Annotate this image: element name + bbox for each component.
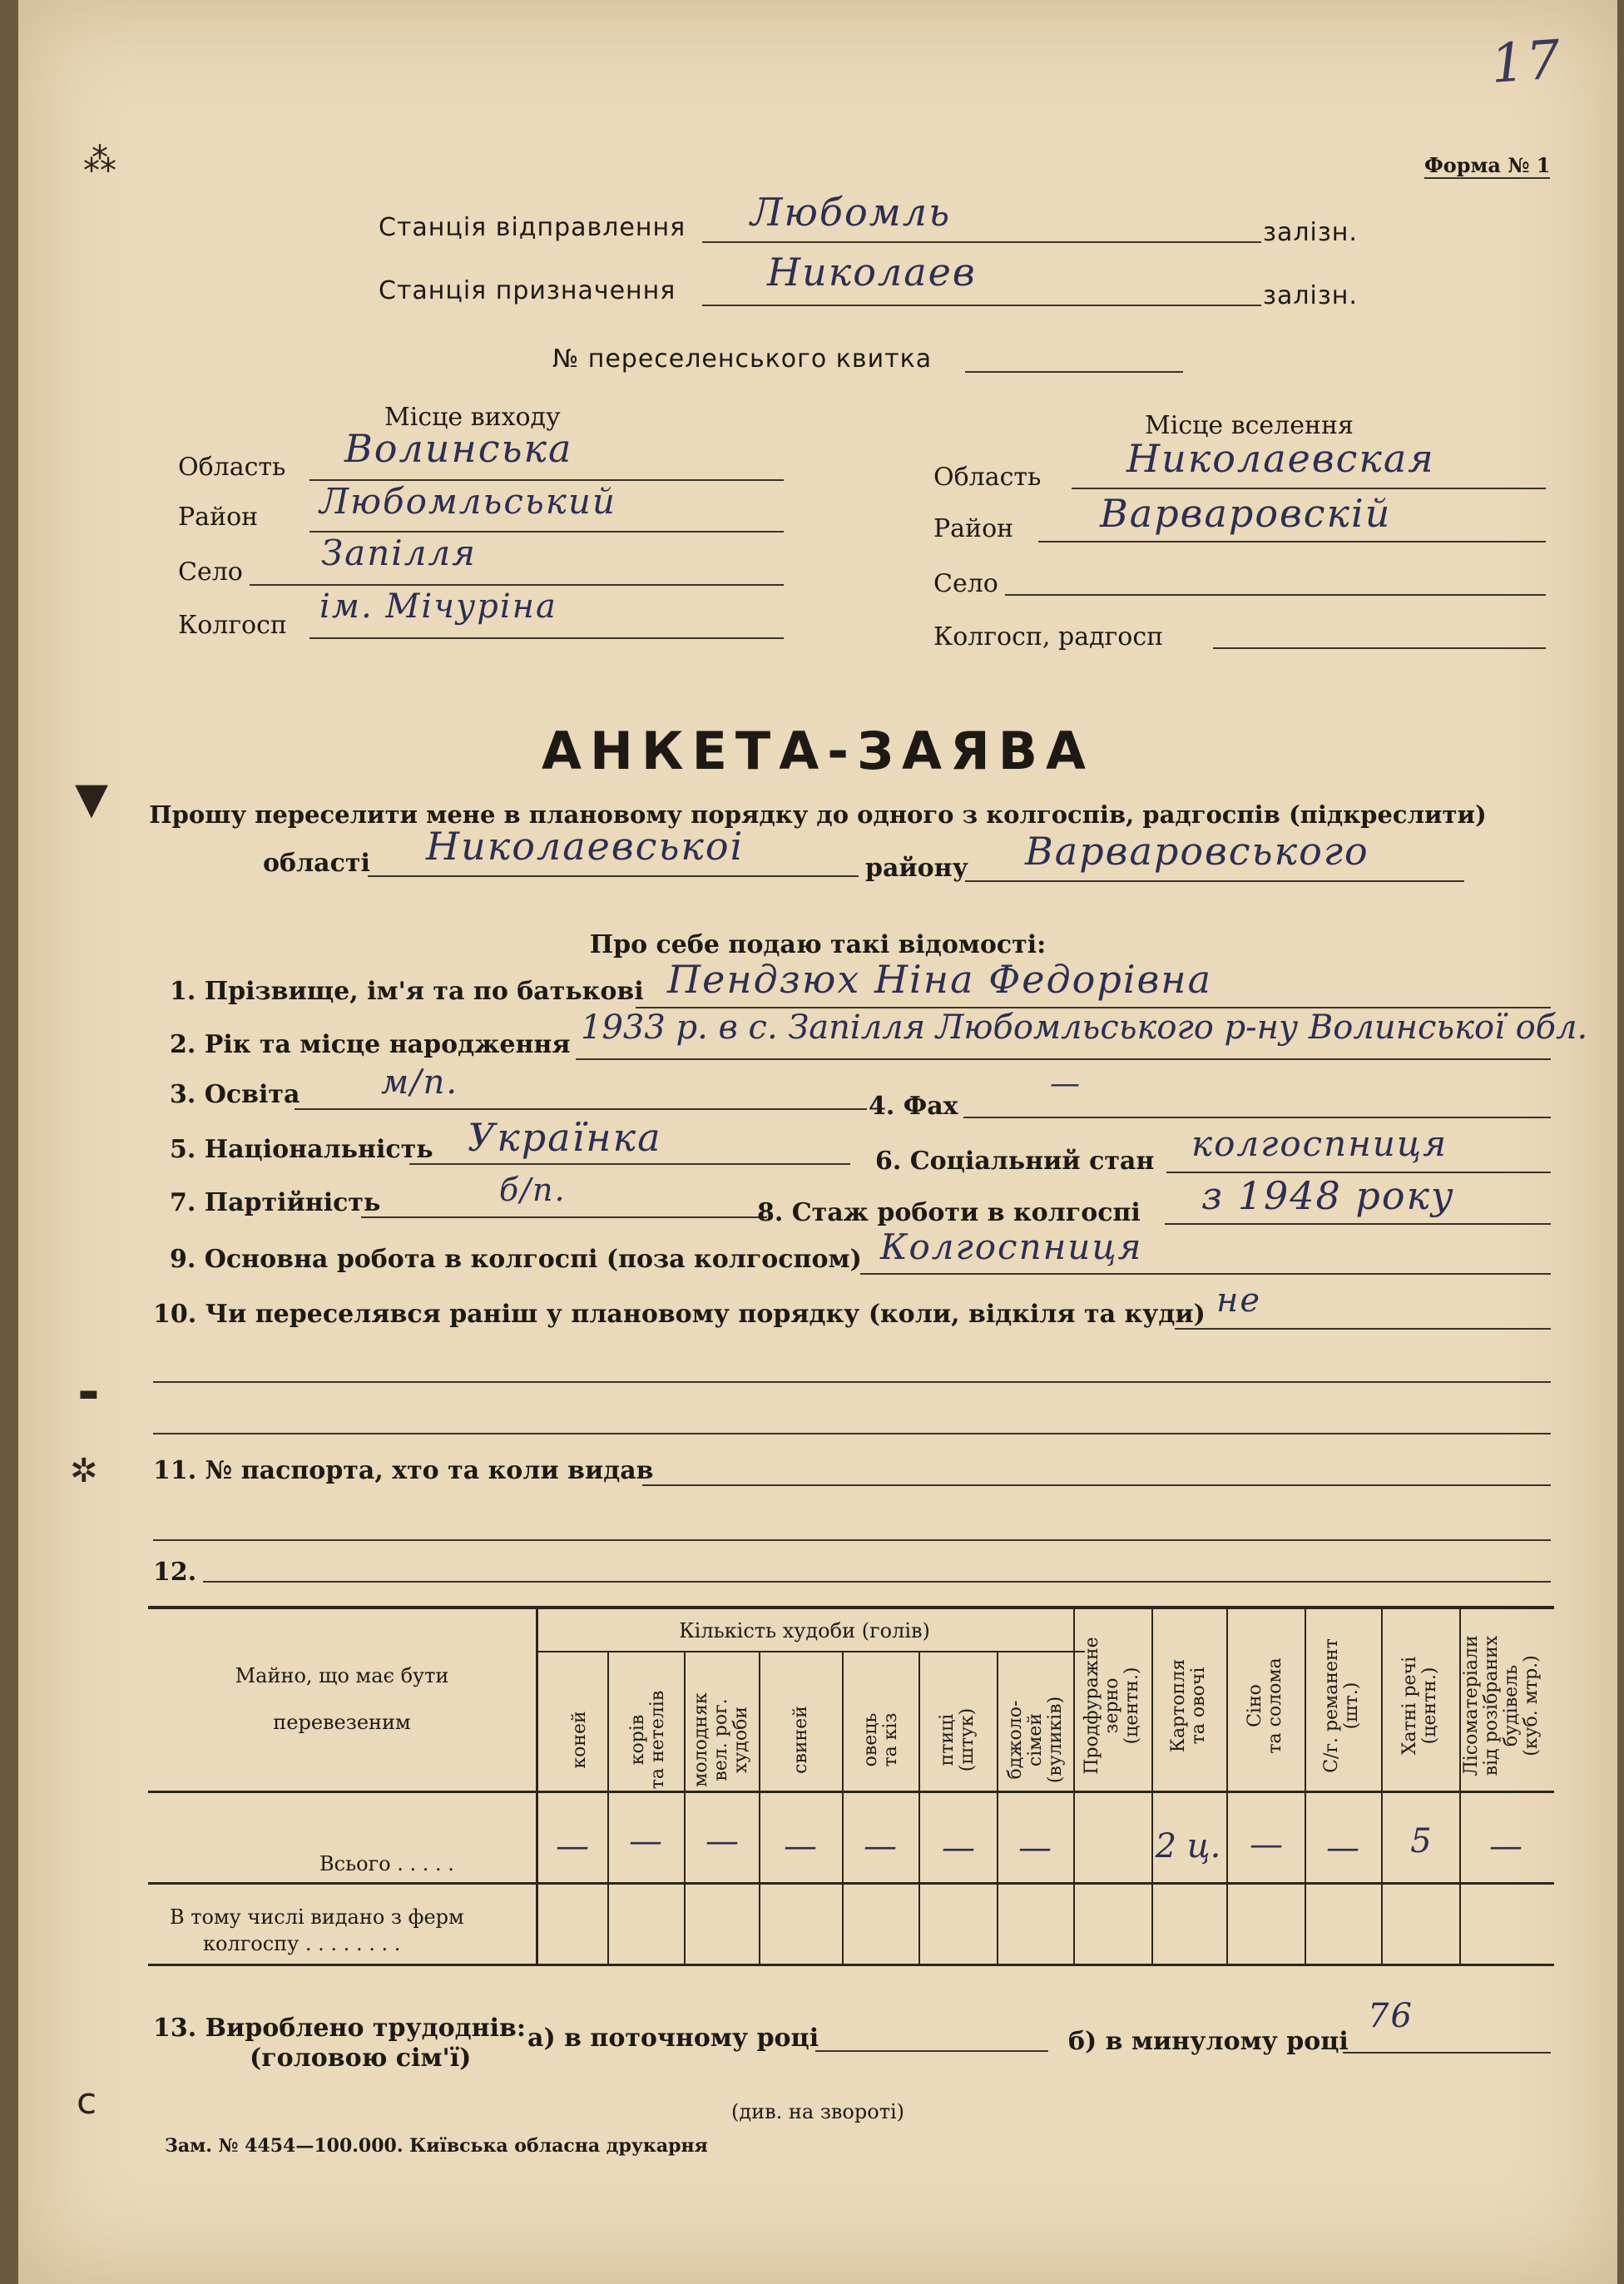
workdays-previous-value: 76 bbox=[1368, 1997, 1414, 2035]
field-4-line bbox=[963, 1117, 1551, 1118]
field-1-value: Пендзюх Ніна Федорівна bbox=[667, 957, 1213, 1002]
workdays-current-line bbox=[815, 2050, 1048, 2052]
punch-mark: ϲ bbox=[77, 2080, 97, 2123]
cell-total-equipment: — bbox=[1326, 1829, 1359, 1867]
destination-oblast-line bbox=[1072, 488, 1546, 489]
column-header-horses: коней bbox=[569, 1711, 590, 1769]
cell-total-beehives: — bbox=[1018, 1829, 1052, 1867]
printer-info: Зам. № 4454—100.000. Київська обласна друкарня bbox=[165, 2135, 708, 2157]
field-4-value: — bbox=[1050, 1067, 1082, 1101]
origin-raion-label: Район bbox=[178, 503, 259, 532]
cell-total-pigs: — bbox=[784, 1827, 817, 1865]
column-header-grain: Продфуражне зерно (центн.) bbox=[1082, 1637, 1142, 1775]
field-11-line bbox=[642, 1484, 1551, 1486]
column-header-beehives: бджоло- сімей (вуликів) bbox=[1005, 1696, 1066, 1784]
request-raion-line bbox=[965, 880, 1464, 882]
form-label: Форма № 1 bbox=[1424, 153, 1551, 177]
departure-line bbox=[702, 241, 1261, 243]
column-header-hay: Сіно та солома bbox=[1245, 1657, 1285, 1754]
origin-oblast-label: Область bbox=[178, 453, 286, 482]
origin-selo-label: Село bbox=[178, 557, 243, 587]
row-farm-label-2: колгоспу . . . . . . . . bbox=[203, 1932, 401, 1955]
column-header-poultry: птиці (штук) bbox=[937, 1707, 978, 1772]
field-9-value: Колгоспниця bbox=[880, 1226, 1143, 1267]
field-2-label: 2. Рік та місце народження bbox=[170, 1030, 571, 1059]
destination-selo-label: Село bbox=[933, 569, 998, 598]
page-number: 17 bbox=[1488, 29, 1564, 96]
origin-selo-line bbox=[250, 584, 784, 586]
field-11-extra-line bbox=[153, 1539, 1551, 1541]
cell-total-hay: — bbox=[1250, 1826, 1283, 1864]
cell-total-potatoes: 2 ц. bbox=[1155, 1827, 1221, 1865]
workdays-label-1: 13. Вироблено трудоднів: bbox=[153, 2014, 526, 2043]
destination-station-line bbox=[702, 305, 1261, 306]
departure-label: Станція відправлення bbox=[379, 213, 686, 242]
destination-station-label: Станція призначення bbox=[379, 276, 676, 305]
form-page bbox=[18, 0, 1617, 2284]
origin-oblast-value: Волинська bbox=[344, 426, 573, 471]
punch-mark: ▬ bbox=[78, 1381, 99, 1406]
field-12-label: 12. bbox=[153, 1558, 197, 1587]
origin-selo-value: Запілля bbox=[321, 533, 477, 573]
departure-value: Любомль bbox=[750, 190, 952, 235]
field-8-label: 8. Стаж роботи в колгоспі bbox=[757, 1198, 1141, 1227]
destination-station-suffix: залізн. bbox=[1263, 281, 1358, 310]
request-oblast-value: Николаевськоі bbox=[426, 824, 745, 869]
field-6-label: 6. Соціальний стан bbox=[875, 1147, 1155, 1176]
field-3-value: м/п. bbox=[381, 1063, 459, 1102]
column-header-equipment: С/г. реманент (шт.) bbox=[1321, 1638, 1362, 1773]
cell-total-timber: — bbox=[1489, 1827, 1522, 1865]
origin-kolhosp-label: Колгосп bbox=[178, 611, 287, 640]
destination-selo-line bbox=[1005, 594, 1546, 596]
punch-mark: ✲ bbox=[70, 1452, 98, 1490]
origin-raion-value: Любомльський bbox=[319, 481, 616, 522]
destination-raion-label: Район bbox=[933, 514, 1014, 543]
destination-station-value: Николаев bbox=[767, 250, 977, 295]
cell-total-household: 5 bbox=[1410, 1822, 1432, 1860]
column-header-household: Хатні речі (центн.) bbox=[1399, 1656, 1440, 1756]
field-5-line bbox=[409, 1163, 850, 1165]
cell-total-poultry: — bbox=[942, 1829, 975, 1867]
row-total-label: Всього . . . . . bbox=[319, 1852, 454, 1875]
cell-total-sheep: — bbox=[864, 1827, 897, 1865]
field-12-line bbox=[203, 1581, 1551, 1583]
field-5-value: Українка bbox=[468, 1115, 662, 1160]
destination-kolhosp-label: Колгосп, радгосп bbox=[933, 622, 1164, 652]
field-10-value: не bbox=[1216, 1281, 1262, 1320]
property-label-1: Майно, що має бути bbox=[235, 1664, 449, 1687]
request-oblast-label: області bbox=[263, 849, 370, 878]
destination-oblast-value: Николаевская bbox=[1126, 436, 1435, 481]
column-header-cows: корів та нетелів bbox=[627, 1690, 668, 1790]
workdays-previous-line bbox=[1343, 2052, 1551, 2054]
field-8-line bbox=[1165, 1223, 1551, 1225]
field-5-label: 5. Національність bbox=[170, 1135, 433, 1164]
row-farm-label-1: В тому числі видано з ферм bbox=[170, 1905, 464, 1929]
field-6-value: колгоспниця bbox=[1191, 1123, 1448, 1164]
field-10-line bbox=[1175, 1328, 1551, 1330]
field-2-line bbox=[576, 1058, 1551, 1060]
field-7-line bbox=[361, 1216, 767, 1218]
field-7-label: 7. Партійність bbox=[170, 1188, 381, 1217]
request-oblast-line bbox=[368, 875, 859, 877]
field-9-label: 9. Основна робота в колгоспі (поза колгоспом) bbox=[170, 1245, 862, 1274]
column-header-potatoes: Картопля та овочі bbox=[1168, 1658, 1209, 1753]
field-11-label: 11. № паспорта, хто та коли видав bbox=[153, 1456, 654, 1485]
punch-mark: ⁂ bbox=[83, 141, 116, 180]
cell-total-horses: — bbox=[556, 1827, 589, 1865]
column-header-sheep: овець та кіз bbox=[860, 1712, 901, 1767]
punch-mark: ▼ bbox=[75, 774, 108, 824]
origin-kolhosp-line bbox=[309, 637, 784, 639]
field-7-value: б/п. bbox=[499, 1172, 567, 1208]
destination-raion-line bbox=[1038, 541, 1546, 543]
cell-total-cows: — bbox=[629, 1822, 662, 1860]
field-10-extra-line bbox=[153, 1433, 1551, 1434]
departure-suffix: залізн. bbox=[1263, 218, 1358, 247]
field-1-label: 1. Прізвище, ім'я та по батькові bbox=[170, 977, 644, 1006]
form-title: АНКЕТА-ЗАЯВА bbox=[542, 721, 1094, 781]
workdays-current-label: а) в поточному році bbox=[527, 2024, 819, 2053]
origin-heading: Місце виходу bbox=[384, 403, 561, 432]
info-heading: Про себе подаю такі відомості: bbox=[589, 930, 1047, 959]
ticket-line bbox=[965, 371, 1183, 373]
request-text: Прошу переселити мене в плановому порядку до одного з колгоспів, радгоспів (підкреслити) bbox=[149, 800, 1487, 829]
field-3-label: 3. Освіта bbox=[170, 1080, 300, 1109]
property-label-2: перевезеним bbox=[273, 1711, 411, 1734]
field-4-label: 4. Фах bbox=[869, 1092, 958, 1121]
ticket-label: № переселенського квитка bbox=[552, 344, 933, 374]
column-header-young-cattle: молодняк вел. рог. худоби bbox=[691, 1692, 751, 1787]
destination-heading: Місце вселення bbox=[1145, 411, 1354, 440]
field-10-extra-line bbox=[153, 1381, 1551, 1383]
destination-raion-value: Варваровскій bbox=[1100, 491, 1392, 536]
field-8-value: з 1948 року bbox=[1201, 1173, 1455, 1218]
field-2-value: 1933 р. в с. Запілля Любомльського р-ну Волинської обл. bbox=[581, 1008, 1588, 1047]
livestock-header: Кількість худоби (голів) bbox=[679, 1619, 930, 1642]
request-raion-value: Варваровського bbox=[1025, 829, 1369, 874]
footer-note: (див. на звороті) bbox=[730, 2100, 905, 2123]
column-header-pigs: свиней bbox=[790, 1706, 811, 1774]
field-10-label: 10. Чи переселявся раніш у плановому порядку (коли, відкіля та куди) bbox=[153, 1300, 1206, 1329]
field-3-line bbox=[295, 1108, 867, 1110]
destination-kolhosp-line bbox=[1213, 647, 1546, 649]
origin-kolhosp-value: ім. Мічуріна bbox=[319, 587, 557, 626]
workdays-previous-label: б) в минулому році bbox=[1068, 2027, 1349, 2056]
cell-total-young-cattle: — bbox=[706, 1822, 739, 1860]
field-9-line bbox=[860, 1273, 1551, 1275]
workdays-label-2: (головою сім'ї) bbox=[250, 2044, 472, 2073]
column-header-timber: Лісоматеріали від розібраних будівель (куб. мтр.) bbox=[1461, 1635, 1542, 1776]
request-raion-label: району bbox=[865, 854, 968, 883]
destination-oblast-label: Область bbox=[933, 463, 1042, 492]
